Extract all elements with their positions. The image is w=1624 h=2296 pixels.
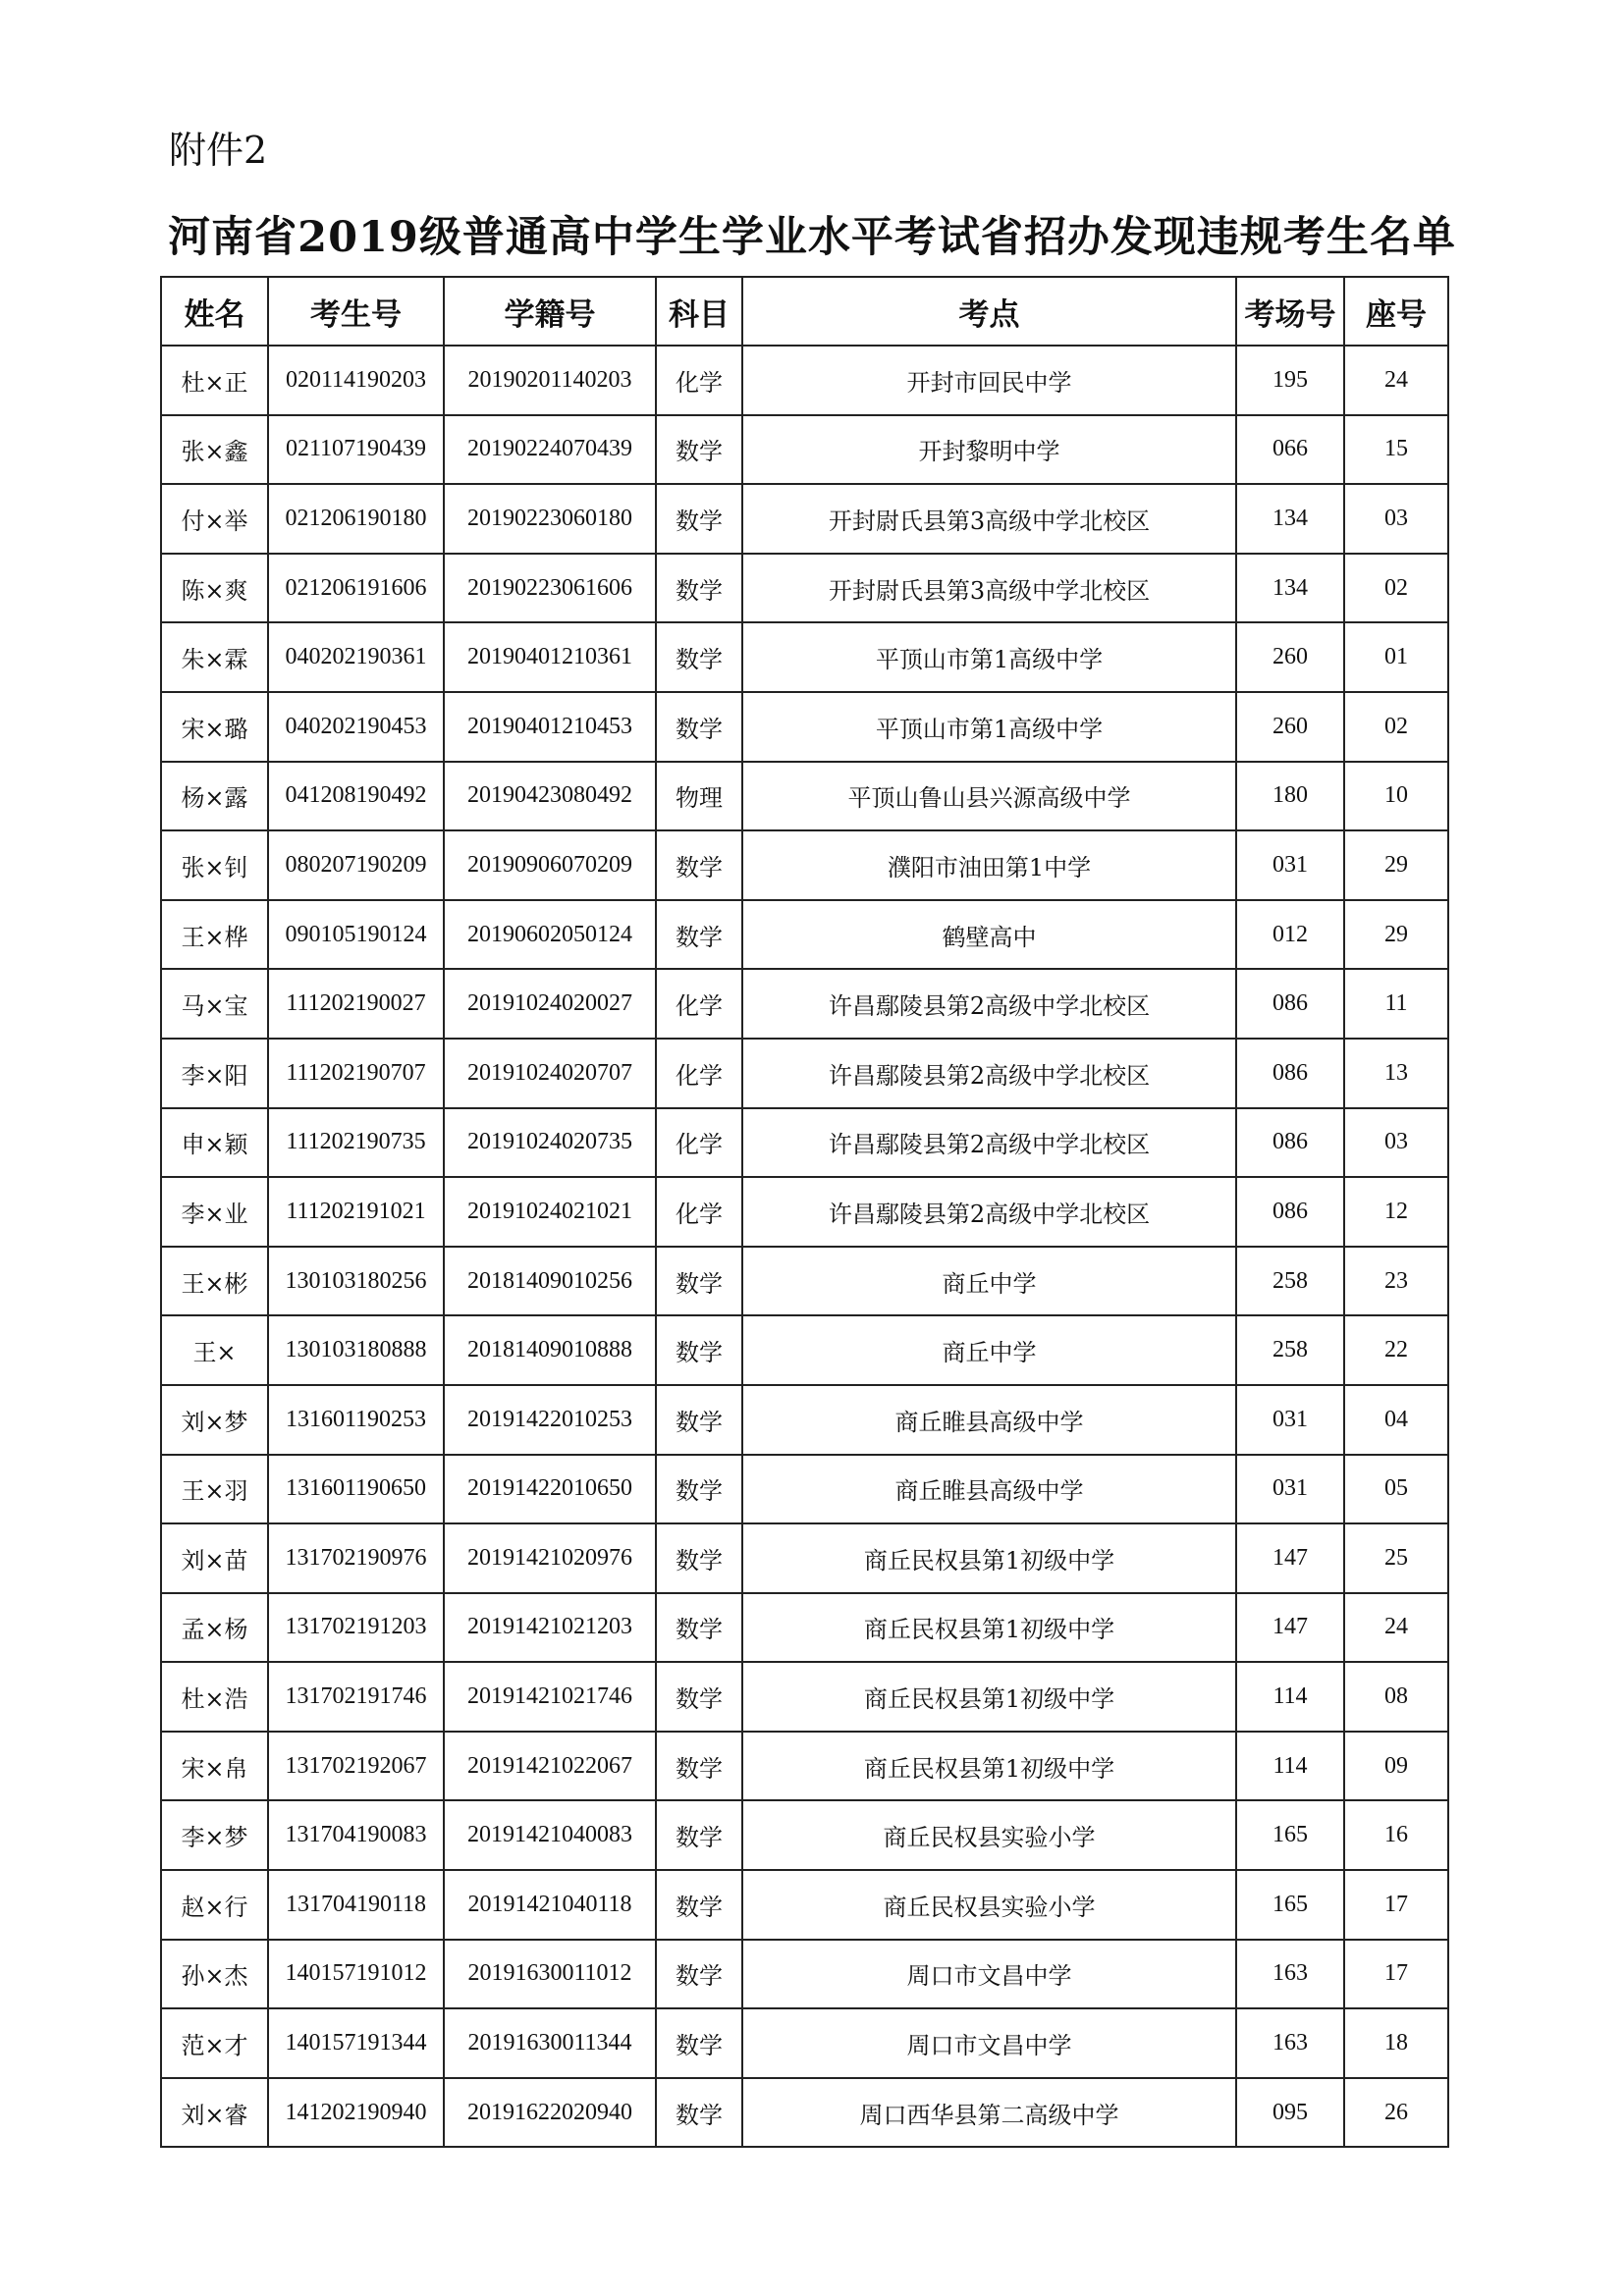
- cell-subject: 数学: [656, 1800, 742, 1870]
- cell-exam-number: 130103180256: [268, 1247, 444, 1316]
- cell-exam-number: 131702191746: [268, 1662, 444, 1732]
- cell-subject: 化学: [656, 969, 742, 1039]
- cell-name: 朱×霖: [161, 622, 268, 692]
- cell-exam-site: 商丘民权县实验小学: [742, 1800, 1236, 1870]
- cell-subject: 数学: [656, 1870, 742, 1940]
- cell-seat-number: 03: [1344, 1108, 1448, 1178]
- cell-subject: 数学: [656, 622, 742, 692]
- cell-name: 刘×苗: [161, 1523, 268, 1593]
- cell-student-id: 20191421020976: [444, 1523, 656, 1593]
- cell-subject: 数学: [656, 1455, 742, 1524]
- cell-subject: 数学: [656, 1732, 742, 1801]
- cell-subject: 数学: [656, 1662, 742, 1732]
- cell-seat-number: 12: [1344, 1177, 1448, 1247]
- table-row: [161, 2008, 1448, 2078]
- cell-seat-number: 17: [1344, 1940, 1448, 2009]
- cell-seat-number: 01: [1344, 622, 1448, 692]
- cell-room-number: 258: [1236, 1315, 1344, 1385]
- cell-seat-number: 23: [1344, 1247, 1448, 1316]
- table-row: [161, 622, 1448, 692]
- cell-exam-number: 131704190118: [268, 1870, 444, 1940]
- cell-name: 陈×爽: [161, 554, 268, 623]
- cell-seat-number: 03: [1344, 484, 1448, 554]
- cell-seat-number: 29: [1344, 900, 1448, 970]
- table-row: [161, 1870, 1448, 1940]
- cell-student-id: 20191024020707: [444, 1039, 656, 1108]
- cell-student-id: 20191622020940: [444, 2078, 656, 2148]
- cell-name: 王×彬: [161, 1247, 268, 1316]
- cell-name: 付×举: [161, 484, 268, 554]
- cell-subject: 数学: [656, 554, 742, 623]
- cell-exam-site: 许昌鄢陵县第2高级中学北校区: [742, 1039, 1236, 1108]
- cell-name: 杨×露: [161, 762, 268, 831]
- cell-exam-site: 商丘民权县第1初级中学: [742, 1593, 1236, 1663]
- table-row: [161, 692, 1448, 762]
- cell-exam-number: 021206191606: [268, 554, 444, 623]
- cell-student-id: 20191421022067: [444, 1732, 656, 1801]
- header-room-number: 考场号: [1236, 277, 1344, 346]
- attachment-label: 附件2: [169, 129, 268, 172]
- cell-room-number: 180: [1236, 762, 1344, 831]
- cell-subject: 数学: [656, 1940, 742, 2009]
- cell-exam-number: 131704190083: [268, 1800, 444, 1870]
- cell-student-id: 20191024020027: [444, 969, 656, 1039]
- cell-exam-site: 开封黎明中学: [742, 415, 1236, 485]
- table-row: [161, 1108, 1448, 1178]
- cell-subject: 数学: [656, 1315, 742, 1385]
- table-row: [161, 1247, 1448, 1316]
- cell-name: 李×阳: [161, 1039, 268, 1108]
- cell-student-id: 20191630011344: [444, 2008, 656, 2078]
- cell-seat-number: 29: [1344, 830, 1448, 900]
- cell-student-id: 20190223060180: [444, 484, 656, 554]
- cell-room-number: 095: [1236, 2078, 1344, 2148]
- cell-exam-site: 周口市文昌中学: [742, 2008, 1236, 2078]
- cell-room-number: 258: [1236, 1247, 1344, 1316]
- cell-name: 宋×璐: [161, 692, 268, 762]
- cell-name: 宋×帛: [161, 1732, 268, 1801]
- cell-student-id: 20191024020735: [444, 1108, 656, 1178]
- cell-exam-site: 商丘睢县高级中学: [742, 1385, 1236, 1455]
- cell-seat-number: 08: [1344, 1662, 1448, 1732]
- cell-room-number: 086: [1236, 1177, 1344, 1247]
- cell-room-number: 086: [1236, 969, 1344, 1039]
- cell-subject: 化学: [656, 1039, 742, 1108]
- cell-seat-number: 02: [1344, 554, 1448, 623]
- table-row: [161, 762, 1448, 831]
- cell-student-id: 20191630011012: [444, 1940, 656, 2009]
- cell-student-id: 20190201140203: [444, 346, 656, 415]
- cell-name: 王×羽: [161, 1455, 268, 1524]
- cell-exam-number: 131601190253: [268, 1385, 444, 1455]
- table-row: [161, 1385, 1448, 1455]
- cell-name: 刘×睿: [161, 2078, 268, 2148]
- cell-exam-site: 平顶山市第1高级中学: [742, 692, 1236, 762]
- cell-student-id: 20190602050124: [444, 900, 656, 970]
- cell-name: 张×钊: [161, 830, 268, 900]
- cell-subject: 数学: [656, 1385, 742, 1455]
- table-row: [161, 1315, 1448, 1385]
- cell-exam-number: 040202190361: [268, 622, 444, 692]
- cell-student-id: 20181409010888: [444, 1315, 656, 1385]
- cell-exam-number: 111202190735: [268, 1108, 444, 1178]
- cell-seat-number: 24: [1344, 1593, 1448, 1663]
- header-name: 姓名: [161, 277, 268, 346]
- cell-name: 张×鑫: [161, 415, 268, 485]
- cell-student-id: 20190224070439: [444, 415, 656, 485]
- cell-exam-site: 许昌鄢陵县第2高级中学北校区: [742, 1177, 1236, 1247]
- table-row: [161, 1800, 1448, 1870]
- cell-seat-number: 13: [1344, 1039, 1448, 1108]
- table-row: [161, 1039, 1448, 1108]
- cell-seat-number: 17: [1344, 1870, 1448, 1940]
- cell-subject: 化学: [656, 1108, 742, 1178]
- cell-student-id: 20191421040118: [444, 1870, 656, 1940]
- table-row: [161, 1940, 1448, 2009]
- cell-name: 李×业: [161, 1177, 268, 1247]
- cell-seat-number: 11: [1344, 969, 1448, 1039]
- cell-subject: 物理: [656, 762, 742, 831]
- table-row: [161, 900, 1448, 970]
- table-row: [161, 1523, 1448, 1593]
- header-subject: 科目: [656, 277, 742, 346]
- cell-subject: 数学: [656, 1593, 742, 1663]
- cell-room-number: 031: [1236, 1455, 1344, 1524]
- cell-subject: 数学: [656, 1523, 742, 1593]
- cell-name: 范×才: [161, 2008, 268, 2078]
- cell-room-number: 114: [1236, 1732, 1344, 1801]
- cell-exam-site: 商丘民权县第1初级中学: [742, 1662, 1236, 1732]
- cell-exam-site: 商丘民权县第1初级中学: [742, 1523, 1236, 1593]
- cell-subject: 数学: [656, 900, 742, 970]
- cell-seat-number: 05: [1344, 1455, 1448, 1524]
- cell-name: 申×颖: [161, 1108, 268, 1178]
- cell-room-number: 163: [1236, 2008, 1344, 2078]
- cell-exam-number: 040202190453: [268, 692, 444, 762]
- cell-exam-site: 商丘中学: [742, 1315, 1236, 1385]
- cell-name: 刘×梦: [161, 1385, 268, 1455]
- table-row: [161, 830, 1448, 900]
- cell-room-number: 165: [1236, 1800, 1344, 1870]
- cell-subject: 化学: [656, 346, 742, 415]
- cell-exam-site: 濮阳市油田第1中学: [742, 830, 1236, 900]
- cell-subject: 数学: [656, 484, 742, 554]
- cell-exam-site: 开封尉氏县第3高级中学北校区: [742, 484, 1236, 554]
- cell-student-id: 20191421021203: [444, 1593, 656, 1663]
- cell-room-number: 147: [1236, 1593, 1344, 1663]
- table-row: [161, 1177, 1448, 1247]
- cell-room-number: 031: [1236, 830, 1344, 900]
- cell-exam-site: 商丘民权县实验小学: [742, 1870, 1236, 1940]
- cell-room-number: 260: [1236, 622, 1344, 692]
- table-row: [161, 346, 1448, 415]
- cell-subject: 数学: [656, 415, 742, 485]
- header-exam-number: 考生号: [268, 277, 444, 346]
- cell-exam-number: 141202190940: [268, 2078, 444, 2148]
- cell-exam-number: 111202190027: [268, 969, 444, 1039]
- cell-exam-number: 111202191021: [268, 1177, 444, 1247]
- cell-exam-site: 鹤壁高中: [742, 900, 1236, 970]
- cell-name: 马×宝: [161, 969, 268, 1039]
- cell-student-id: 20191422010650: [444, 1455, 656, 1524]
- cell-room-number: 114: [1236, 1662, 1344, 1732]
- cell-exam-site: 商丘睢县高级中学: [742, 1455, 1236, 1524]
- table-row: [161, 415, 1448, 485]
- cell-subject: 数学: [656, 2008, 742, 2078]
- cell-seat-number: 18: [1344, 2008, 1448, 2078]
- header-exam-site: 考点: [742, 277, 1236, 346]
- cell-seat-number: 09: [1344, 1732, 1448, 1801]
- cell-subject: 数学: [656, 1247, 742, 1316]
- cell-name: 杜×浩: [161, 1662, 268, 1732]
- cell-exam-number: 140157191012: [268, 1940, 444, 2009]
- document-title: 河南省2019级普通高中学生学业水平考试省招办发现违规考生名单: [168, 213, 1456, 262]
- cell-exam-site: 周口市文昌中学: [742, 1940, 1236, 2009]
- cell-room-number: 066: [1236, 415, 1344, 485]
- cell-room-number: 163: [1236, 1940, 1344, 2009]
- cell-student-id: 20181409010256: [444, 1247, 656, 1316]
- cell-subject: 数学: [656, 692, 742, 762]
- cell-student-id: 20190906070209: [444, 830, 656, 900]
- cell-room-number: 260: [1236, 692, 1344, 762]
- table-header-row: [161, 277, 1448, 346]
- cell-student-id: 20191024021021: [444, 1177, 656, 1247]
- cell-exam-site: 平顶山市第1高级中学: [742, 622, 1236, 692]
- cell-subject: 化学: [656, 1177, 742, 1247]
- cell-seat-number: 10: [1344, 762, 1448, 831]
- cell-exam-number: 041208190492: [268, 762, 444, 831]
- cell-student-id: 20190401210361: [444, 622, 656, 692]
- cell-student-id: 20191421040083: [444, 1800, 656, 1870]
- cell-exam-site: 商丘民权县第1初级中学: [742, 1732, 1236, 1801]
- cell-room-number: 195: [1236, 346, 1344, 415]
- cell-exam-site: 开封市回民中学: [742, 346, 1236, 415]
- header-seat-number: 座号: [1344, 277, 1448, 346]
- cell-seat-number: 25: [1344, 1523, 1448, 1593]
- cell-name: 杜×正: [161, 346, 268, 415]
- cell-exam-number: 111202190707: [268, 1039, 444, 1108]
- cell-room-number: 134: [1236, 484, 1344, 554]
- cell-seat-number: 15: [1344, 415, 1448, 485]
- cell-name: 李×梦: [161, 1800, 268, 1870]
- cell-seat-number: 16: [1344, 1800, 1448, 1870]
- cell-subject: 数学: [656, 2078, 742, 2148]
- table-row: [161, 969, 1448, 1039]
- cell-exam-site: 开封尉氏县第3高级中学北校区: [742, 554, 1236, 623]
- cell-exam-number: 020114190203: [268, 346, 444, 415]
- table-row: [161, 1732, 1448, 1801]
- cell-exam-number: 130103180888: [268, 1315, 444, 1385]
- cell-student-id: 20191422010253: [444, 1385, 656, 1455]
- cell-room-number: 012: [1236, 900, 1344, 970]
- cell-student-id: 20190423080492: [444, 762, 656, 831]
- cell-exam-number: 090105190124: [268, 900, 444, 970]
- cell-name: 赵×行: [161, 1870, 268, 1940]
- cell-room-number: 031: [1236, 1385, 1344, 1455]
- cell-student-id: 20191421021746: [444, 1662, 656, 1732]
- cell-name: 王×: [161, 1315, 268, 1385]
- table-row: [161, 484, 1448, 554]
- cell-exam-site: 许昌鄢陵县第2高级中学北校区: [742, 969, 1236, 1039]
- cell-exam-site: 商丘中学: [742, 1247, 1236, 1316]
- cell-exam-number: 131702192067: [268, 1732, 444, 1801]
- cell-exam-number: 131601190650: [268, 1455, 444, 1524]
- cell-room-number: 147: [1236, 1523, 1344, 1593]
- cell-room-number: 165: [1236, 1870, 1344, 1940]
- cell-exam-number: 131702190976: [268, 1523, 444, 1593]
- table-row: [161, 1593, 1448, 1663]
- cell-seat-number: 22: [1344, 1315, 1448, 1385]
- cell-name: 孟×杨: [161, 1593, 268, 1663]
- cell-exam-number: 021206190180: [268, 484, 444, 554]
- cell-room-number: 086: [1236, 1039, 1344, 1108]
- cell-name: 王×桦: [161, 900, 268, 970]
- cell-seat-number: 04: [1344, 1385, 1448, 1455]
- cell-name: 孙×杰: [161, 1940, 268, 2009]
- cell-seat-number: 26: [1344, 2078, 1448, 2148]
- cell-subject: 数学: [656, 830, 742, 900]
- cell-room-number: 086: [1236, 1108, 1344, 1178]
- cell-exam-number: 021107190439: [268, 415, 444, 485]
- cell-seat-number: 02: [1344, 692, 1448, 762]
- violation-roster-table: [160, 276, 1449, 2148]
- cell-exam-number: 140157191344: [268, 2008, 444, 2078]
- table-row: [161, 2078, 1448, 2148]
- cell-exam-site: 平顶山鲁山县兴源高级中学: [742, 762, 1236, 831]
- cell-exam-site: 许昌鄢陵县第2高级中学北校区: [742, 1108, 1236, 1178]
- header-student-id: 学籍号: [444, 277, 656, 346]
- cell-seat-number: 24: [1344, 346, 1448, 415]
- table-row: [161, 554, 1448, 623]
- cell-exam-number: 080207190209: [268, 830, 444, 900]
- table-body: [161, 346, 1448, 2147]
- cell-room-number: 134: [1236, 554, 1344, 623]
- cell-student-id: 20190401210453: [444, 692, 656, 762]
- table-row: [161, 1662, 1448, 1732]
- cell-student-id: 20190223061606: [444, 554, 656, 623]
- cell-exam-site: 周口西华县第二高级中学: [742, 2078, 1236, 2148]
- table-row: [161, 1455, 1448, 1524]
- cell-exam-number: 131702191203: [268, 1593, 444, 1663]
